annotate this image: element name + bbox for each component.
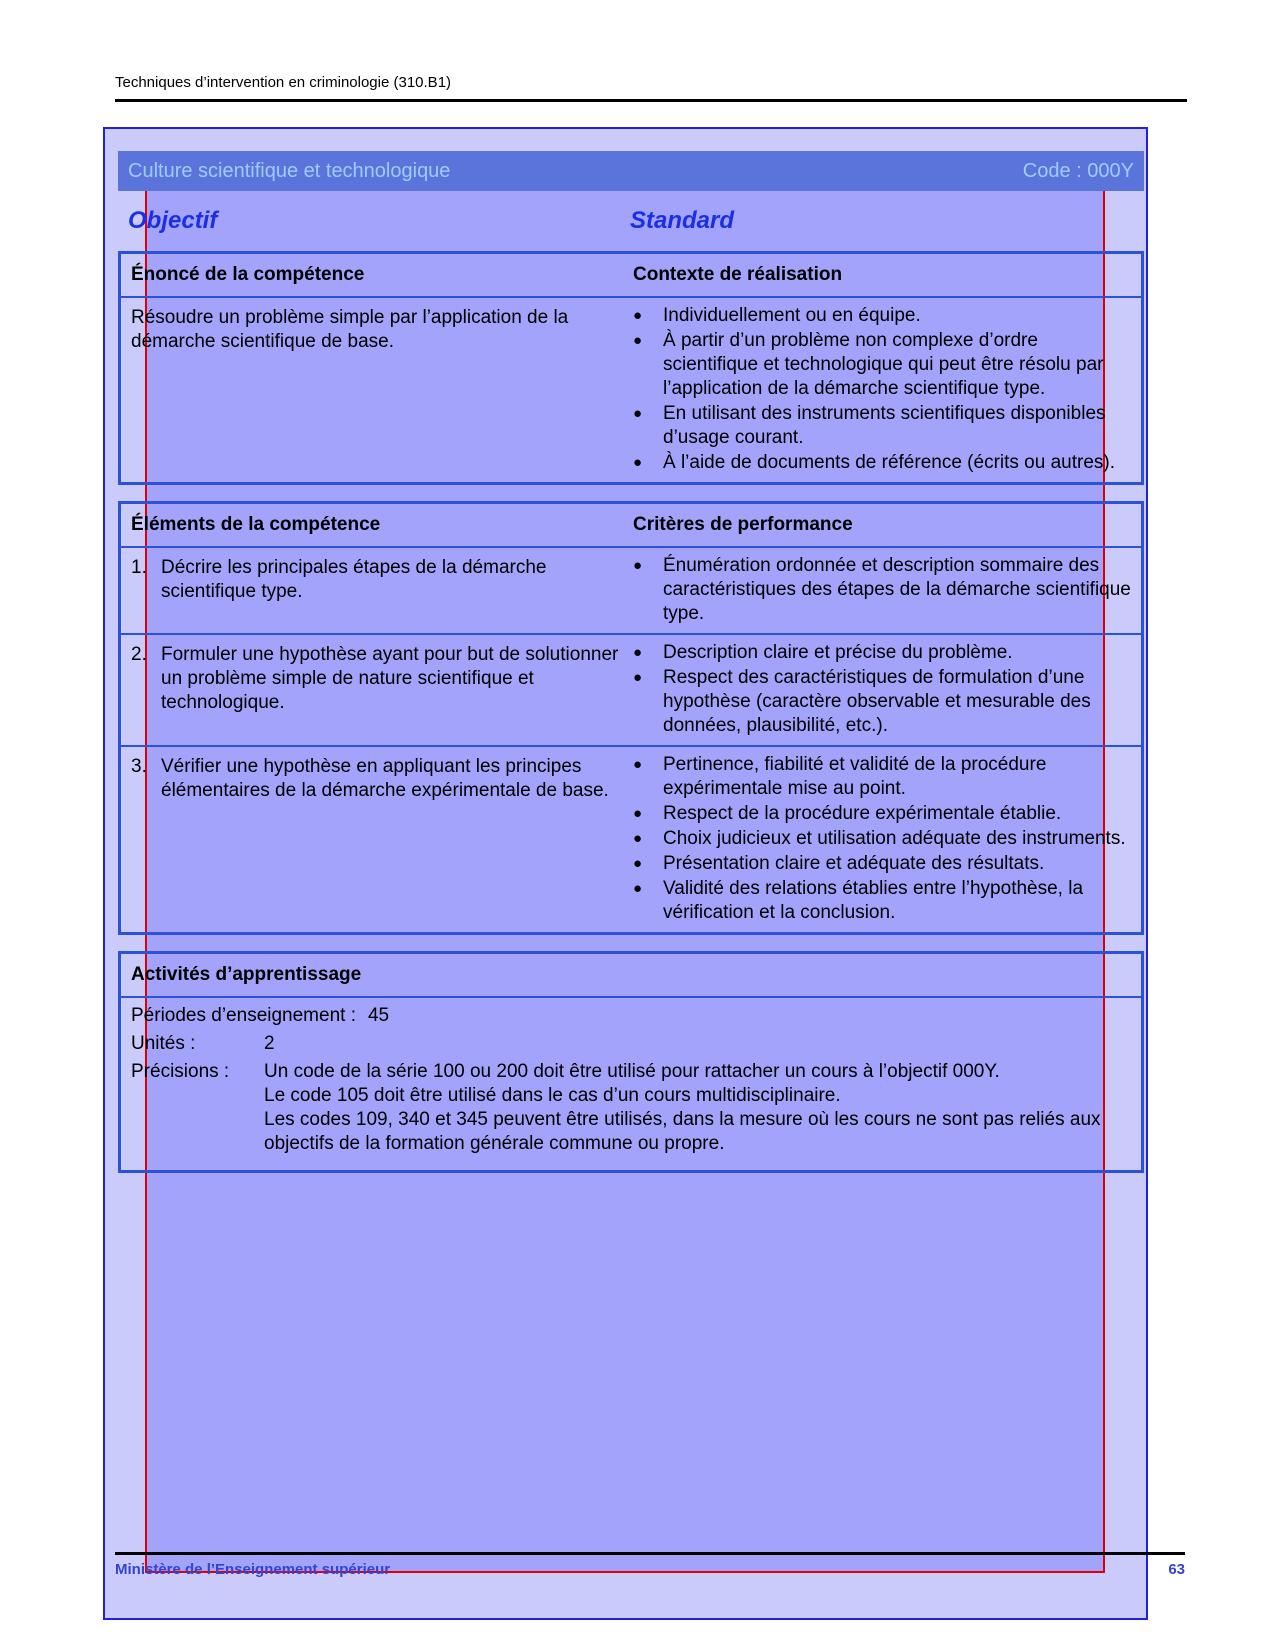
elements-label: Éléments de la compétence (131, 514, 381, 535)
element-number: 1. (131, 557, 147, 578)
page-footer (115, 1552, 1185, 1578)
precision-line: Le code 105 doit être utilisé dans le cas d’un cours multidisciplinaire. (264, 1085, 841, 1106)
standard-heading: Standard (630, 207, 735, 234)
enonce-text: Résoudre un problème simple par l’application de la démarche scientifique de base. (131, 307, 569, 352)
contexte-list (633, 304, 1133, 475)
elements-box (118, 501, 1144, 935)
bullet-icon: ● (633, 830, 643, 847)
activites-box-head (121, 954, 1141, 998)
criteria-list (633, 753, 1133, 925)
column-headings (118, 191, 1144, 251)
list-item: ● Pertinence, fiabilité et validité de la procédure expérimentale mise au point. (633, 754, 1047, 799)
precisions-text (264, 1060, 1131, 1156)
content (118, 151, 1144, 1173)
list-item: ● Description claire et précise du problème. (633, 642, 1013, 663)
bullet-icon: ● (633, 557, 643, 574)
bullet-icon: ● (633, 644, 643, 661)
list-item: ● Énumération ordonnée et description sommaire des caractéristiques des étapes de la démarche scientifique type. (633, 555, 1131, 624)
list-item: ● Individuellement ou en équipe. (633, 305, 921, 326)
bullet-icon: ● (633, 880, 643, 897)
criteria-list (633, 554, 1133, 626)
bullet-icon: ● (633, 405, 643, 422)
bullet-icon: ● (633, 855, 643, 872)
bullet-icon: ● (633, 805, 643, 822)
element-number: 2. (131, 644, 147, 665)
bullet-icon: ● (633, 669, 643, 686)
page-header (115, 74, 1187, 102)
element-row (121, 548, 1141, 633)
list-item: ● Validité des relations établies entre l’hypothèse, la vérification et la conclusion. (633, 878, 1084, 923)
objective-code: Code : 000Y (1022, 159, 1134, 182)
ministry-name: Ministère de l’Enseignement supérieur (115, 1561, 391, 1578)
title-bar (118, 151, 1144, 191)
list-item: ● À partir d’un problème non complexe d’ordre scientifique et technologique qui peut être résolu par l’application de la démarche scientifique type. (633, 330, 1104, 399)
page-number: 63 (1168, 1561, 1185, 1578)
criteres-label: Critères de performance (633, 514, 853, 535)
list-item: ● Présentation claire et adéquate des résultats. (633, 853, 1045, 874)
element-row (121, 633, 1141, 745)
periodes-label: Périodes d’enseignement : (131, 1005, 356, 1026)
precision-line: Un code de la série 100 ou 200 doit être utilisé pour rattacher un cours à l’objectif 000Y. (264, 1061, 1000, 1082)
objectif-heading: Objectif (128, 207, 218, 234)
precisions-label: Précisions : (131, 1061, 230, 1082)
activites-body (121, 998, 1141, 1170)
unites-value: 2 (264, 1033, 275, 1054)
element-text: Décrire les principales étapes de la démarche scientifique type. (161, 557, 547, 602)
objective-title: Culture scientifique et technologique (128, 159, 451, 182)
precision-line: Les codes 109, 340 et 345 peuvent être utilisés, dans la mesure où les cours ne sont pas reliés aux objectifs de la formation générale commune ou propre. (264, 1109, 1101, 1154)
competence-box-head (121, 254, 1141, 298)
bullet-icon: ● (633, 332, 643, 349)
enonce-label: Énoncé de la compétence (131, 264, 365, 285)
contexte-label: Contexte de réalisation (633, 264, 843, 285)
program-title: Techniques d’intervention en criminologie (310.B1) (115, 74, 452, 91)
bullet-icon: ● (633, 307, 643, 324)
activites-label: Activités d’apprentissage (131, 964, 362, 985)
element-text: Vérifier une hypothèse en appliquant les principes élémentaires de la démarche expérimentale de base. (161, 756, 609, 801)
criteria-list (633, 641, 1133, 738)
element-text: Formuler une hypothèse ayant pour but de solutionner un problème simple de nature scientifique et technologique. (161, 644, 619, 713)
periodes-value: 45 (367, 1005, 390, 1026)
activites-box (118, 951, 1144, 1173)
list-item: ● Choix judicieux et utilisation adéquate des instruments. (633, 828, 1126, 849)
elements-box-head (121, 504, 1141, 548)
list-item: ● Respect des caractéristiques de formulation d’une hypothèse (caractère observable et mesurable des données, plausibilité, etc.). (633, 667, 1091, 736)
list-item: ● Respect de la procédure expérimentale établie. (633, 803, 1062, 824)
unites-label: Unités : (131, 1033, 196, 1054)
list-item: ● En utilisant des instruments scientifiques disponibles d’usage courant. (633, 403, 1106, 448)
bullet-icon: ● (633, 454, 643, 471)
bullet-icon: ● (633, 756, 643, 773)
competence-row (121, 298, 1141, 482)
element-row (121, 745, 1141, 932)
competence-box (118, 251, 1144, 485)
list-item: ● À l’aide de documents de référence (écrits ou autres). (633, 452, 1116, 473)
element-number: 3. (131, 756, 147, 777)
